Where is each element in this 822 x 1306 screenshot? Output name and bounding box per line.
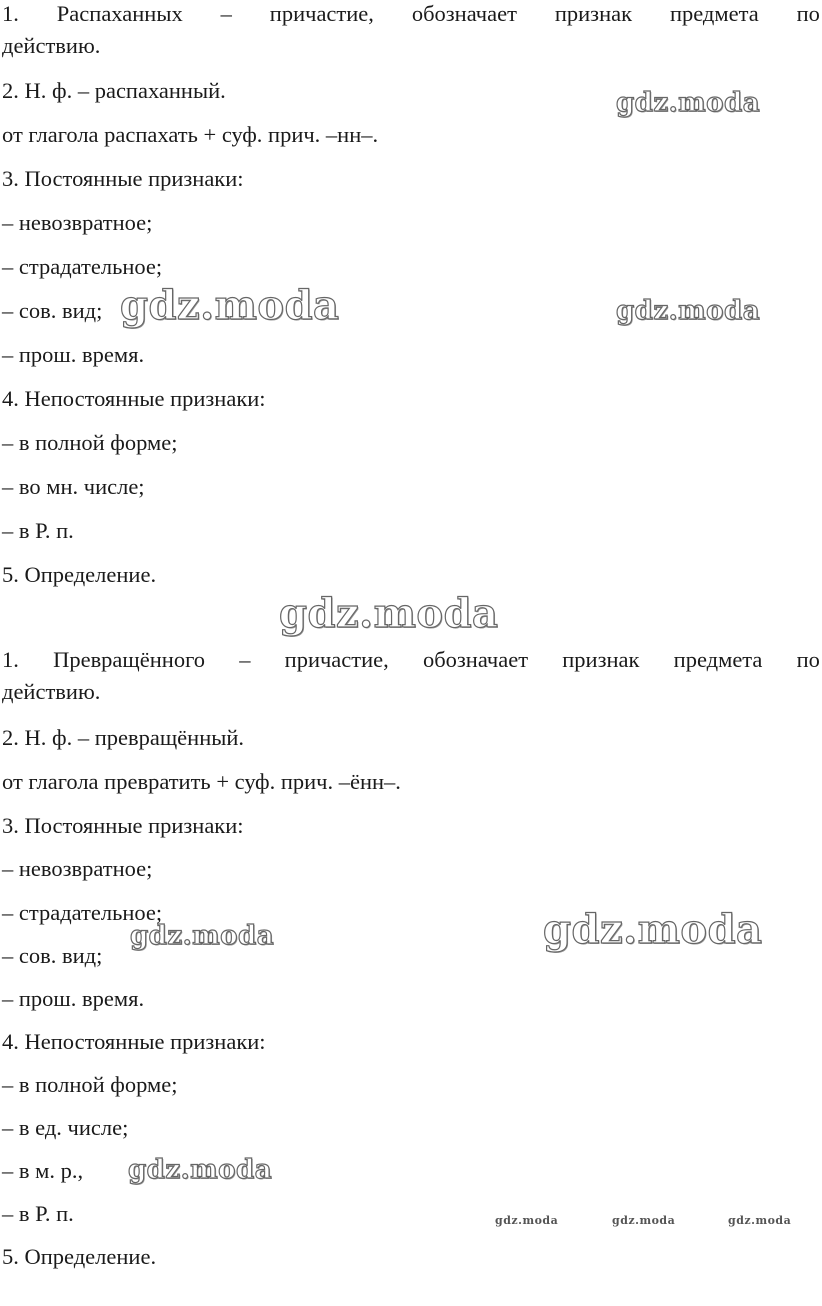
section1-variable-header: 4. Непостоянные признаки: <box>2 386 266 411</box>
section2-constant-item: – сов. вид; <box>2 943 103 968</box>
watermark: gdz.moda <box>128 1155 273 1185</box>
word: 1. <box>2 1 19 26</box>
section1-derivation: от глагола распахать + суф. прич. –нн–. <box>2 122 379 147</box>
section2-variable-item: – в м. р., <box>2 1158 84 1183</box>
word: по <box>796 647 820 672</box>
watermark: gdz.moda <box>495 1214 559 1227</box>
section1-item1-cont: действию. <box>2 33 101 58</box>
section1-initial-form: 2. Н. ф. – распаханный. <box>2 78 226 103</box>
word: 1. <box>2 647 19 672</box>
section2-constant-header: 3. Постоянные признаки: <box>2 813 244 838</box>
section1-role: 5. Определение. <box>2 562 157 587</box>
section1-item1 <box>2 0 820 28</box>
section1-constant-item: – невозвратное; <box>2 210 153 235</box>
section2-variable-item: – в Р. п. <box>2 1201 74 1226</box>
word: причастие, <box>284 647 389 672</box>
word: Превращённого <box>53 647 205 672</box>
watermark: gdz.moda <box>120 282 340 329</box>
section2-item1-cont: действию. <box>2 679 101 704</box>
watermark: gdz.moda <box>279 590 499 637</box>
section1-variable-item: – в полной форме; <box>2 430 178 455</box>
section2-variable-header: 4. Непостоянные признаки: <box>2 1029 266 1054</box>
section2-derivation: от глагола превратить + суф. прич. –ённ–. <box>2 769 401 794</box>
word: предмета <box>669 1 759 26</box>
section2-variable-item: – в ед. числе; <box>2 1115 129 1140</box>
section1-constant-item: – страдательное; <box>2 254 163 279</box>
watermark: gdz.moda <box>728 1214 792 1227</box>
word: причастие, <box>269 1 374 26</box>
section2-constant-item: – страдательное; <box>2 900 163 925</box>
watermark: gdz.moda <box>543 906 763 953</box>
watermark: gdz.moda <box>616 88 761 118</box>
word: по <box>796 1 820 26</box>
word: обозначает <box>411 1 517 26</box>
section2-item1 <box>2 646 820 674</box>
section2-initial-form: 2. Н. ф. – превращённый. <box>2 725 245 750</box>
word: предмета <box>673 647 763 672</box>
watermark: gdz.moda <box>130 921 275 951</box>
section2-role: 5. Определение. <box>2 1244 157 1269</box>
section1-variable-item: – во мн. числе; <box>2 474 145 499</box>
section2-variable-item: – в полной форме; <box>2 1072 178 1097</box>
section1-constant-item: – прош. время. <box>2 342 145 367</box>
section2-constant-item: – невозвратное; <box>2 856 153 881</box>
word: признак <box>554 1 633 26</box>
word: Распаханных <box>56 1 183 26</box>
word: признак <box>562 647 640 672</box>
word: – <box>220 1 232 26</box>
section1-constant-item: – сов. вид; <box>2 298 103 323</box>
watermark: gdz.moda <box>616 296 761 326</box>
section1-constant-header: 3. Постоянные признаки: <box>2 166 244 191</box>
section1-variable-item: – в Р. п. <box>2 518 74 543</box>
word: обозначает <box>422 647 529 672</box>
word: – <box>239 647 251 672</box>
watermark: gdz.moda <box>612 1214 676 1227</box>
section2-constant-item: – прош. время. <box>2 986 145 1011</box>
